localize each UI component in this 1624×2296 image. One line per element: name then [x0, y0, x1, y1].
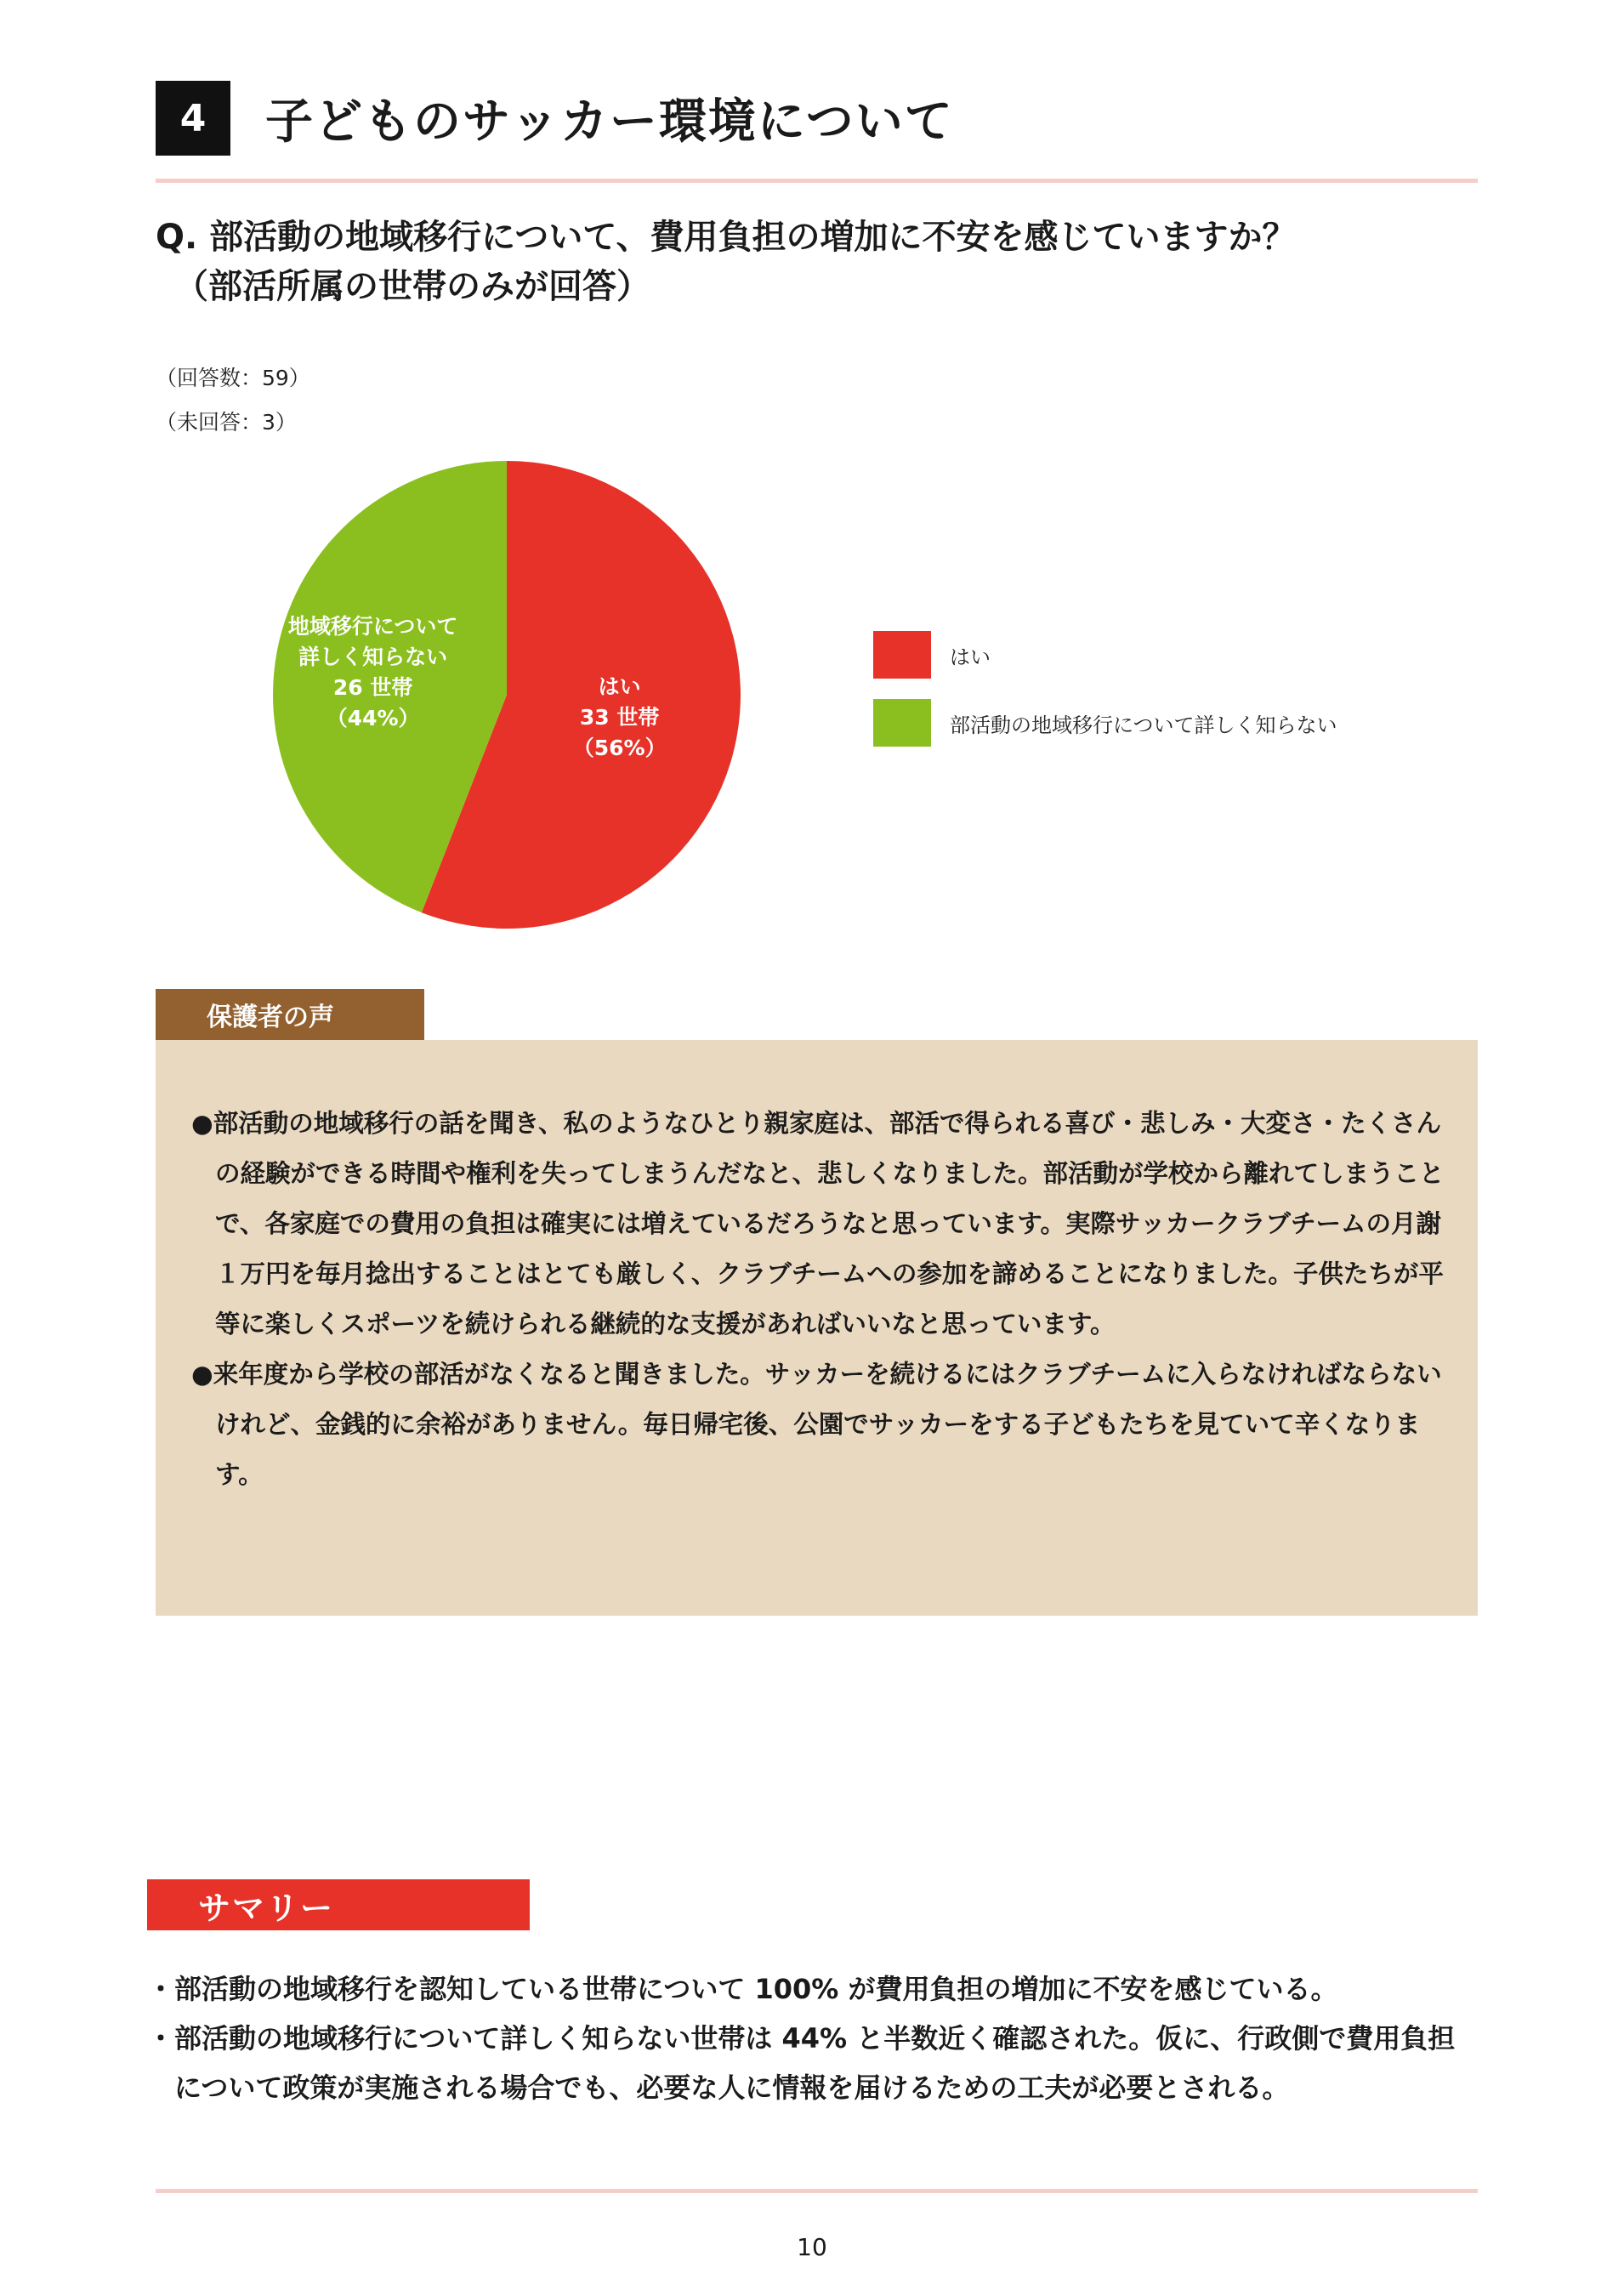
bottom-divider: [156, 2189, 1478, 2193]
pie-label-line: 詳しく知らない: [298, 645, 448, 670]
unanswered-count: （未回答：3）: [156, 410, 297, 435]
voice-item: ●部活動の地域移行の話を聞き、私のようなひとり親家庭は、部活で得られる喜び・悲しみ・大変さ・たくさんの経験ができる時間や権利を失ってしまうんだなと、悲しくなりました。部活動が学校から離れてしまうことで、各家庭での費用の負担は確実には増えているだろうなと思っています。実際サッカークラブチームの月謝１万円を毎月捻出することはとても厳しく、クラブチームへの参加を諦めることになりました。子供たちが平等に楽しくスポーツを続けられる継続的な支援があればいいなと思っています。: [191, 1109, 1445, 1338]
pie-label-line: 26 世帯: [332, 675, 413, 701]
pie-label-line: 33 世帯: [579, 705, 660, 730]
summary-header: サマリー: [147, 1879, 530, 1930]
question: [156, 213, 1297, 311]
page-number: 10: [797, 2233, 827, 2261]
summary-item: ・部活動の地域移行を認知している世帯について 100% が費用負担の増加に不安を感じている。: [147, 1973, 1338, 2005]
legend-swatch-yes: [873, 631, 931, 679]
answered-count: （回答数：59）: [156, 366, 310, 390]
legend-label-yes: はい: [950, 645, 991, 669]
voice-header: 保護者の声: [156, 989, 424, 1040]
voice-content: [191, 1099, 1450, 1500]
voice-item: ●来年度から学校の部活がなくなると聞きました。サッカーを続けるにはクラブチームに入らなければならないけれど、金銭的に余裕がありません。毎日帰宅後、公園でサッカーをする子どもたちを見ていて辛くなります。: [191, 1360, 1442, 1489]
legend-label-unaware: 部活動の地域移行について詳しく知らない: [950, 713, 1337, 737]
pie-chart: [255, 451, 765, 944]
section-title: 子どものサッカー環境について: [265, 94, 954, 150]
summary-content: [147, 1964, 1474, 2112]
pie-label-line: （44%）: [326, 706, 420, 731]
legend-item-yes: [873, 631, 991, 679]
legend-item-unaware: [873, 699, 1337, 747]
section-number: 4: [156, 81, 230, 156]
top-divider: [156, 179, 1478, 183]
question-line-2: （部活所属の世帯のみが回答）: [174, 267, 650, 306]
legend-swatch-unaware: [873, 699, 931, 747]
pie-label-line: はい: [598, 674, 641, 700]
summary-item: ・部活動の地域移行について詳しく知らない世帯は 44% と半数近く確認された。仮に、行政側で費用負担について政策が実施される場合でも、必要な人に情報を届けるための工夫が必要とされる。: [147, 2022, 1456, 2104]
pie-label-line: 地域移行について: [287, 614, 458, 639]
question-line-1: Q. 部活動の地域移行について、費用負担の増加に不安を感じていますか？: [156, 218, 1297, 257]
pie-label-line: （56%）: [572, 736, 667, 761]
